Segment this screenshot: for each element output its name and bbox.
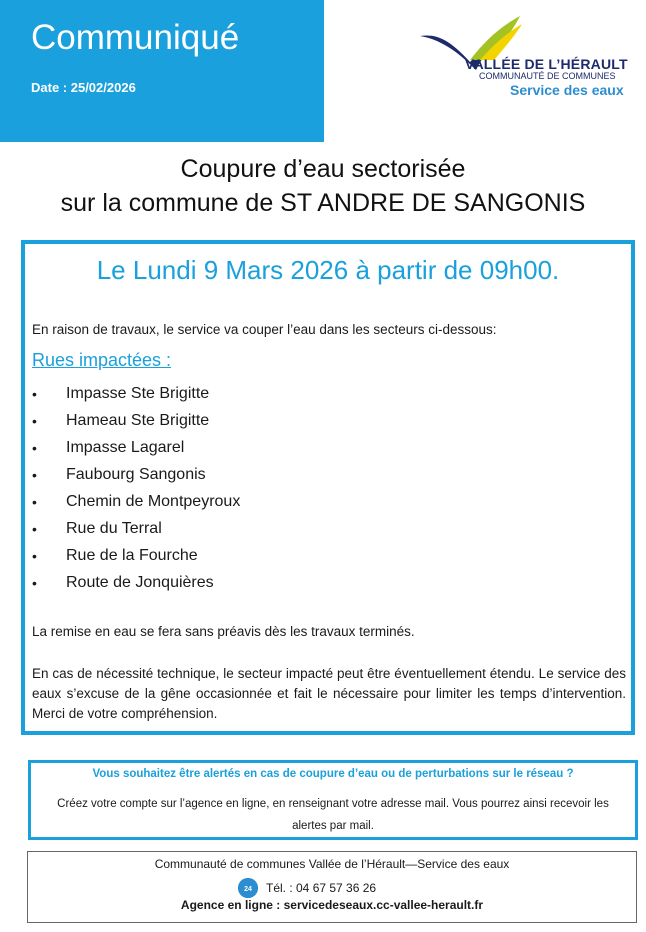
- list-item: [32, 569, 240, 596]
- contact-footer: [27, 851, 637, 923]
- logo-subtitle: COMMUNAUTÉ DE COMMUNES: [479, 71, 616, 81]
- bullet-icon: •: [32, 439, 37, 456]
- bullet-icon: •: [32, 385, 37, 402]
- alert-text: Créez votre compte sur l’agence en ligne, en renseignant votre adresse mail. Vous pourrez ainsi recevoir les alertes par mail.: [57, 798, 609, 832]
- streets-title: Rues impactées :: [32, 350, 172, 370]
- headline-line-2: sur la commune de ST ANDRE DE SANGONIS: [60, 189, 586, 217]
- bullet-icon: •: [32, 412, 37, 429]
- alert-question: Vous souhaitez être alertés en cas de coupure d’eau ou de perturbations sur le réseau ?: [92, 768, 574, 780]
- headline-line-1: Coupure d’eau sectorisée: [180, 155, 466, 183]
- logo-name: VALLÉE DE L’HÉRAULT: [465, 56, 628, 72]
- list-item: [32, 434, 240, 461]
- street-name: Impasse Ste Brigitte: [66, 384, 210, 402]
- phone-24h-icon: [238, 878, 258, 898]
- notice-date: Le Lundi 9 Mars 2026 à partir de 09h00.: [96, 255, 560, 285]
- bullet-icon: •: [32, 547, 37, 564]
- alert-box: [28, 760, 638, 840]
- streets-list: [32, 380, 240, 596]
- bullet-icon: •: [32, 574, 37, 591]
- list-item: [32, 461, 240, 488]
- footer-org: Communauté de communes Vallée de l’Hérault—Service des eaux: [154, 857, 510, 871]
- phone-icon: [238, 878, 258, 898]
- list-item: [32, 380, 240, 407]
- online-agency[interactable]: Agence en ligne : servicedeseaux.cc-vallee-herault.fr: [180, 898, 484, 912]
- bullet-icon: •: [32, 520, 37, 537]
- phone-number: Tél. : 04 67 57 36 26: [266, 881, 377, 895]
- restore-note: La remise en eau se fera sans préavis dès les travaux terminés.: [32, 624, 415, 639]
- notice-intro: En raison de travaux, le service va couper l’eau dans les secteurs ci-dessous:: [32, 322, 497, 337]
- bullet-icon: •: [32, 493, 37, 510]
- logo-service: Service des eaux: [510, 82, 624, 98]
- bullet-icon: •: [32, 466, 37, 483]
- phone-badge-text: 24: [244, 886, 252, 893]
- list-item: [32, 407, 240, 434]
- list-item: [32, 515, 240, 542]
- notice-box: [21, 240, 635, 735]
- banner-title: Communiqué: [31, 18, 240, 57]
- street-name: Chemin de Montpeyroux: [66, 492, 241, 510]
- street-name: Rue du Terral: [66, 519, 162, 537]
- street-name: Impasse Lagarel: [66, 438, 185, 456]
- list-item: [32, 542, 240, 569]
- street-name: Faubourg Sangonis: [66, 465, 206, 483]
- street-name: Route de Jonquières: [66, 573, 214, 591]
- headline: [0, 152, 646, 220]
- vallee-herault-logo: [418, 14, 640, 110]
- necessity-note: En cas de nécessité technique, le secteur impacté peut être éventuellement étendu. Le service des eaux s’excuse de la gêne occasionnée et fait le nécessaire pour limiter les temps d’intervention. Merci de votre compréhension.: [32, 666, 626, 721]
- communique-date: Date : 25/02/2026: [31, 80, 136, 95]
- street-name: Hameau Ste Brigitte: [66, 411, 210, 429]
- footer-phone: [238, 878, 376, 898]
- banner-notch: [118, 114, 168, 134]
- street-name: Rue de la Fourche: [66, 546, 198, 564]
- list-item: [32, 488, 240, 515]
